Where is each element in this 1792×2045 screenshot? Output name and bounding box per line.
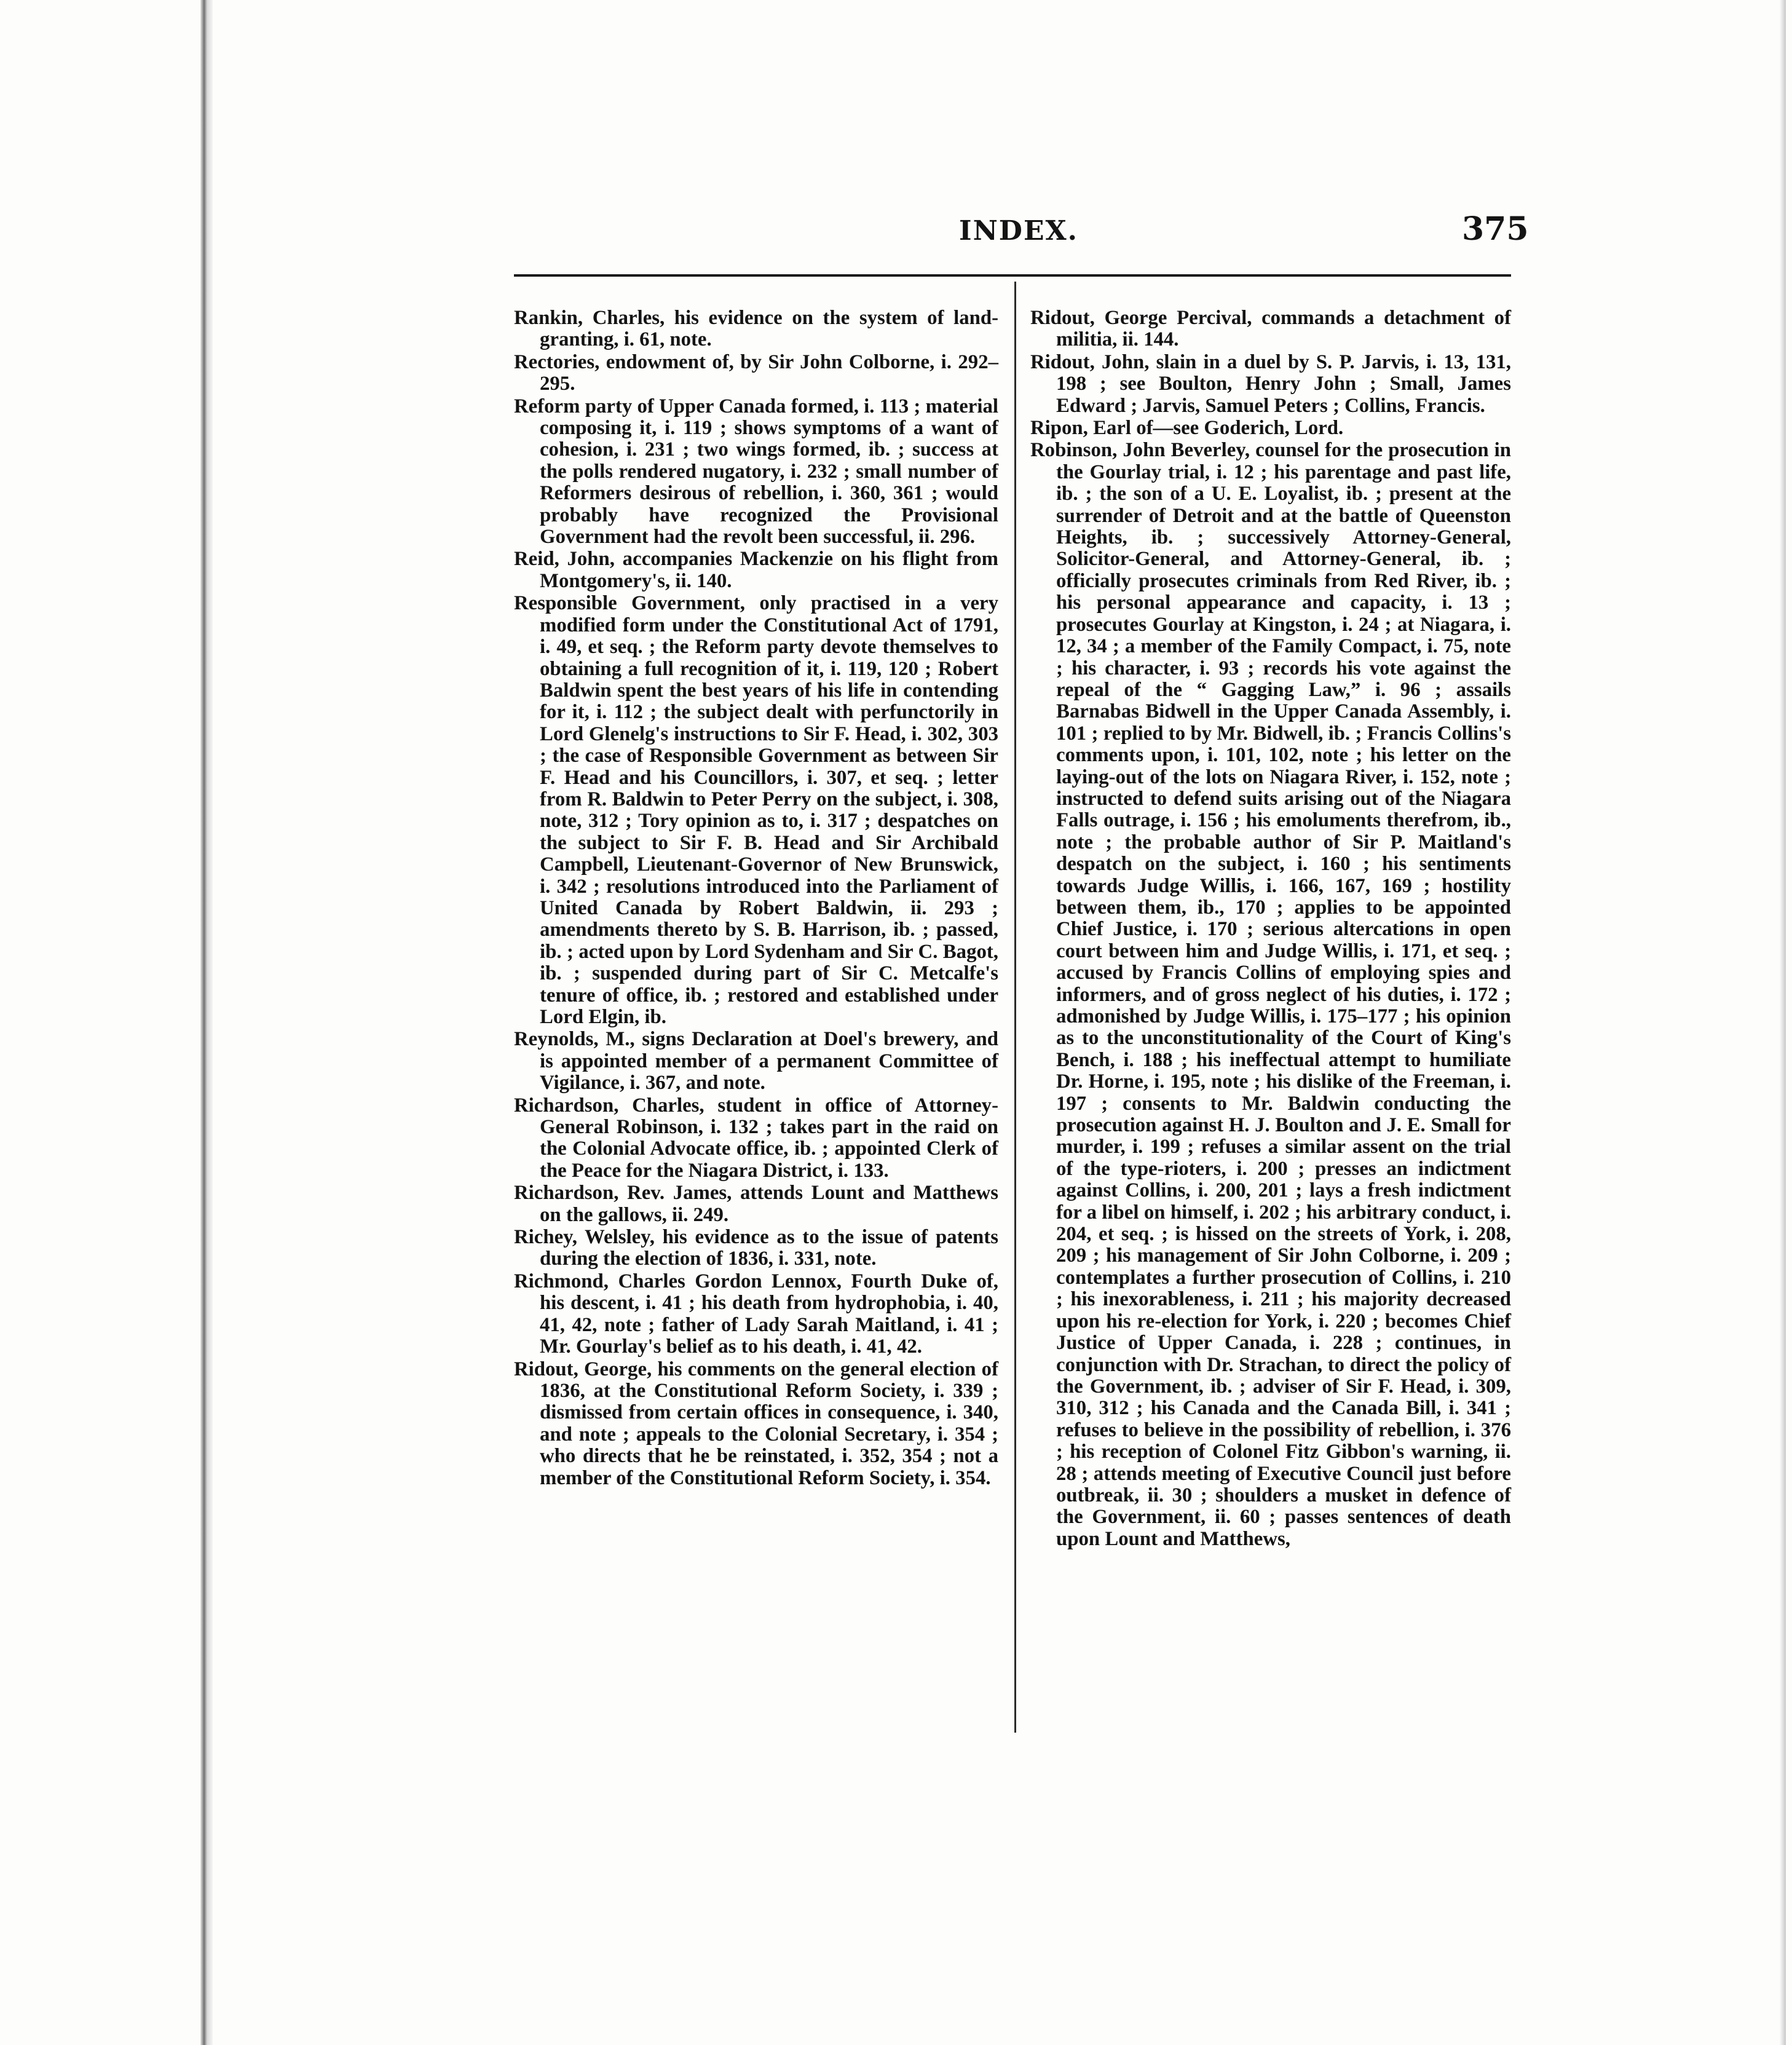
index-entry: Rankin, Charles, his evidence on the system of land-granting, i. 61, note. <box>514 307 998 351</box>
index-entry: Rectories, endowment of, by Sir John Colborne, i. 292–295. <box>514 350 998 395</box>
index-entry: Richey, Welsley, his evidence as to the issue of patents during the election of 1836, i. 331, note. <box>514 1226 998 1270</box>
index-column-right <box>1030 307 1511 1551</box>
header-rule <box>514 274 1511 277</box>
column-divider <box>1014 282 1016 1733</box>
index-entry: Richardson, Charles, student in office of Attorney-General Robinson, i. 132 ; takes part in the raid on the Colonial Advocate office, ib. ; appointed Clerk of the Peace for the Niagara District, i. 133. <box>514 1094 998 1182</box>
index-entry: Ridout, George, his comments on the general election of 1836, at the Constitutional Reform Society, i. 339 ; dismissed from certain offices in consequence, i. 340, and note ; appeals to the Colonial Secretary, i. 354 ; who directs that he be reinstated, i. 352, 354 ; not a member of the Constitutional Reform Society, i. 354. <box>514 1358 998 1489</box>
index-entry: Reid, John, accompanies Mackenzie on his flight from Montgomery's, ii. 140. <box>514 548 998 592</box>
index-entry: Ripon, Earl of—see Goderich, Lord. <box>1030 417 1344 440</box>
index-entry: Richmond, Charles Gordon Lennox, Fourth Duke of, his descent, i. 41 ; his death from hydrophobia, i. 40, 41, 42, note ; father of Lady Sarah Maitland, i. 41 ; Mr. Gourlay's belief as to his death, i. 41, 42. <box>514 1270 998 1358</box>
index-entry: Richardson, Rev. James, attends Lount and Matthews on the gallows, ii. 249. <box>514 1182 998 1226</box>
running-head: INDEX. <box>959 215 1078 247</box>
index-entry: Responsible Government, only practised in a very modified form under the Constitutional Act of 1791, i. 49, et seq. ; the Reform party devote themselves to obtaining a full recognition of it, i. 119, 120 ; Robert Baldwin spent the best years of his life in contending for it, i. 112 ; the subject dealt with perfunctorily in Lord Glenelg's instructions to Sir F. Head, i. 302, 303 ; the case of Responsible Government as between Sir F. Head and his Councillors, i. 307, et seq. ; letter from R. Baldwin to Peter Perry on the subject, i. 308, note, 312 ; Tory opinion as to, i. 317 ; despatches on the subject to Sir F. B. Head and Sir Archibald Campbell, Lieutenant-Governor of New Brunswick, i. 342 ; resolutions introduced into the Parliament of United Canada by Robert Baldwin, ii. 293 ; amendments thereto by S. B. Harrison, ib. ; passed, ib. ; acted upon by Lord Sydenham and Sir C. Bagot, ib. ; suspended during part of Sir C. Metcalfe's tenure of office, ib. ; restored and established under Lord Elgin, ib. <box>514 592 998 1028</box>
index-entry: Reynolds, M., signs Declaration at Doel's brewery, and is appointed member of a permanent Committee of Vigilance, i. 367, and note. <box>514 1028 998 1094</box>
index-entry: Ridout, John, slain in a duel by S. P. Jarvis, i. 13, 131, 198 ; see Boulton, Henry John ; Small, James Edward ; Jarvis, Samuel Peters ; Collins, Francis. <box>1030 350 1511 417</box>
page-number: 375 <box>1462 210 1529 248</box>
scan-page-edge <box>200 0 213 2045</box>
scan-page-edge-right <box>1780 0 1786 2045</box>
index-entry: Ridout, George Percival, commands a detachment of militia, ii. 144. <box>1030 307 1511 351</box>
index-entry: Reform party of Upper Canada formed, i. 113 ; material composing it, i. 119 ; shows symptoms of a want of cohesion, i. 231 ; two wings formed, ib. ; success at the polls rendered nugatory, i. 232 ; small number of Reformers desirous of rebellion, i. 360, 361 ; would probably have recognized the Provisional Government had the revolt been successful, ii. 296. <box>514 395 998 548</box>
index-entry: Robinson, John Beverley, counsel for the prosecution in the Gourlay trial, i. 12 ; his parentage and past life, ib. ; the son of a U. E. Loyalist, ib. ; present at the surrender of Detroit and at the battle of Queenston Heights, ib. ; successively Attorney-General, Solicitor-General, and Attorney-General, ib. ; officially prosecutes criminals from Red River, ib. ; his personal appearance and capacity, i. 13 ; prosecutes Gourlay at Kingston, i. 24 ; at Niagara, i. 12, 34 ; a member of the Family Compact, i. 75, note ; his character, i. 93 ; records his vote against the repeal of the “ Gagging Law,” i. 96 ; assails Barnabas Bidwell in the Upper Canada Assembly, i. 101 ; replied to by Mr. Bidwell, ib. ; Francis Collins's comments upon, i. 101, 102, note ; his letter on the laying-out of the lots on Niagara River, i. 152, note ; instructed to defend suits arising out of the Niagara Falls outrage, i. 156 ; his emoluments therefrom, ib., note ; the probable author of Sir P. Maitland's despatch on the subject, i. 160 ; his sentiments towards Judge Willis, i. 166, 167, 169 ; hostility between them, ib., 170 ; applies to be appointed Chief Justice, i. 170 ; serious altercations in open court between him and Judge Willis, i. 171, et seq. ; accused by Francis Collins of employing spies and informers, and of gross neglect of his duties, i. 172 ; admonished by Judge Willis, i. 175–177 ; his opinion as to the unconstitutionality of the Court of King's Bench, i. 188 ; his ineffectual attempt to humiliate Dr. Horne, i. 195, note ; his dislike of the Freeman, i. 197 ; consents to Mr. Baldwin conducting the prosecution against H. J. Boulton and J. E. Small for murder, i. 199 ; refuses a similar assent on the trial of the type-rioters, i. 200 ; presses an indictment against Collins, i. 200, 201 ; lays a fresh indictment for a libel on himself, i. 202 ; his arbitrary conduct, i. 204, et seq. ; is hissed on the streets of York, i. 208, 209 ; his management of Sir John Colborne, i. 209 ; contemplates a further prosecution of Collins, i. 210 ; his inexorableness, i. 211 ; his majority decreased upon his re-election for York, i. 220 ; becomes Chief Justice of Upper Canada, i. 228 ; continues, in conjunction with Dr. Strachan, to direct the policy of the Government, ib. ; adviser of Sir F. Head, i. 309, 310, 312 ; his Canada and the Canada Bill, i. 341 ; refuses to believe in the possibility of rebellion, i. 376 ; his reception of Colonel Fitz Gibbon's warning, ii. 28 ; attends meeting of Executive Council just before outbreak, ii. 30 ; shoulders a musket in defence of the Government, ii. 60 ; passes sentences of death upon Lount and Matthews, <box>1030 439 1511 1550</box>
index-column-left <box>514 307 998 1490</box>
